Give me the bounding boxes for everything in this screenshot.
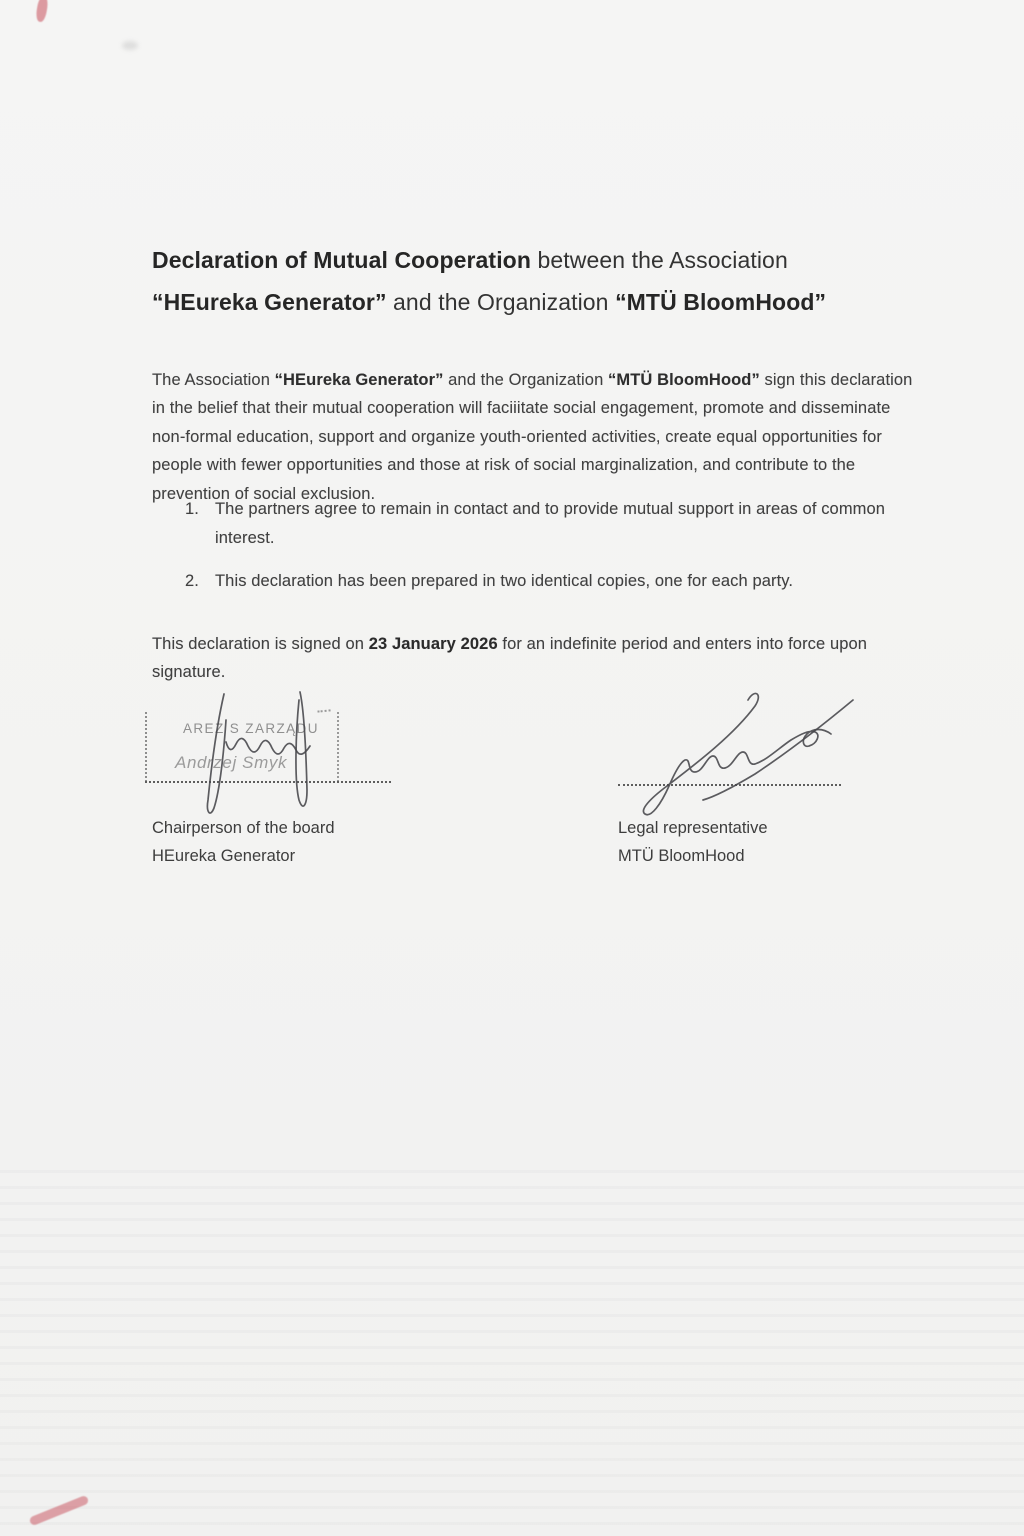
signing-date: 23 January 2026	[368, 634, 498, 653]
title-bold-declaration: Declaration of Mutual Cooperation	[152, 247, 531, 274]
list-item-2	[185, 567, 907, 596]
document-title	[152, 239, 892, 323]
list-item-1-text: The partners agree to remain in contact and to provide mutual support in areas of common interest.	[215, 500, 886, 547]
title-regular-1: between the Association	[530, 247, 788, 274]
left-signatory-role: Chairperson of the board	[152, 819, 335, 837]
list-item-2-text: This declaration has been prepared in two identical copies, one for each party.	[215, 572, 794, 590]
right-signatory-labels	[618, 814, 768, 870]
closing-text-2: for an indefinite period and enters into force upon signature.	[152, 634, 868, 681]
list-item-2-number: 2.	[185, 572, 199, 590]
intro-bold-mtu: “MTÜ BloomHood”	[608, 370, 760, 389]
left-signatory-organization: HEureka Generator	[152, 847, 296, 865]
stamp-name-text: Andrzej Smyk	[175, 753, 288, 772]
list-item-1	[185, 495, 907, 552]
intro-bold-heureka: “HEureka Generator”	[274, 370, 444, 389]
list-item-1-number: 1.	[185, 500, 199, 518]
right-signatory-organization: MTÜ BloomHood	[618, 847, 745, 865]
closing-paragraph	[152, 630, 892, 687]
scan-smudge	[122, 41, 138, 50]
stamp-title-text: AREZ S ZARZĄDU	[183, 721, 319, 736]
red-edge-mark-top	[35, 0, 49, 23]
handwritten-signature-right	[613, 686, 875, 824]
title-regular-2: and the Organization	[386, 289, 616, 316]
left-signatory-labels	[152, 814, 335, 870]
handwritten-signature-left	[190, 684, 320, 822]
intro-paragraph	[152, 366, 927, 509]
right-signatory-role: Legal representative	[618, 819, 768, 837]
scan-banding-texture	[0, 1170, 1024, 1536]
title-bold-heureka: “HEureka Generator”	[152, 289, 387, 316]
red-edge-mark-bottom	[29, 1495, 90, 1527]
title-bold-mtu: “MTÜ BloomHood”	[615, 289, 827, 316]
closing-text-1: This declaration is signed on	[152, 634, 369, 653]
intro-text-3: sign this declaration in the belief that their mutual cooperation will faciiitate social engagement, promote and disseminate non-formal education, support and organize youth-oriented activities, create equal opportunities for people with fewer opportunities and those at risk of social marginalization, and contribute to the prevention of social exclusion.	[152, 370, 913, 503]
intro-text-2: and the Organization	[443, 370, 609, 389]
intro-text-1: The Association	[152, 370, 275, 389]
